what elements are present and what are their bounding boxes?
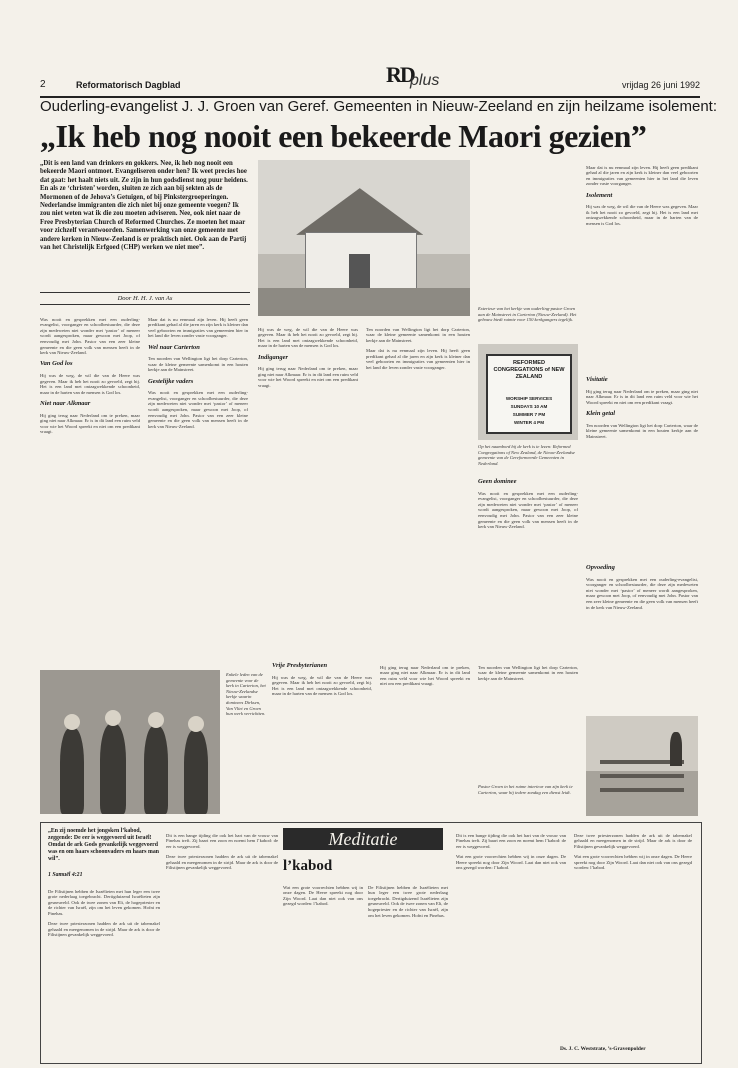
body-paragraph: Hij was de weg, de wil die van de Heere was gegeven. Maar ik heb het nooit zo gevoeld, zegt hij. Het is een land met ontzagwekkende schoonheid, maar in de harten van de mensen is God los.	[272, 674, 372, 697]
photo-caption-interior: Pastor Groen in het ruime interieur van zijn kerk te Carterton, waar hij iedere zondag een dienst leidt.	[478, 784, 573, 795]
subhead: Van God los	[40, 360, 73, 368]
meditatie-paragraph: Dit is een bange tijding die ook het hart van de vrouw van Pinehas treft. Zij baart een zoon en noemt hem l’kabod: de eer is weggevoerd.	[166, 832, 278, 849]
photo-person-head	[64, 714, 80, 730]
subhead: Geen dominee	[478, 478, 517, 485]
subhead: Gestelijke vaders	[148, 377, 194, 385]
article-byline: Door H. H. J. van As	[40, 292, 250, 305]
photo-ground	[258, 288, 470, 316]
article-headline: „Ik heb nog nooit een bekeerde Maori gezien”	[40, 118, 647, 154]
photo-person	[184, 730, 208, 814]
church-sign-photo	[478, 344, 578, 440]
body-column-7	[586, 374, 698, 560]
body-paragraph: Hij ging terug naar Nederland om te preken, maar ging niet naar Alkmaar. Er is in dit land een ruim veld voor wie het Woord spreekt en niet om een predikant vraagt.	[380, 664, 470, 687]
body-paragraph: Hij was de weg, de wil die van de Heere was gegeven. Maar ik heb het nooit zo gevoeld, zegt hij. Het is een land met ontzagwekkende schoonheid, maar in de harten van de mensen is God los.	[586, 204, 698, 226]
meditatie-quote: „En zij noemde het jongsken l’kabod, zeggende: De eer is weggevoerd uit Israël! Omdat de ark Gods gevankelijk weggevoerd was en om haars schoonvaders en haars man wil”.	[48, 828, 159, 862]
meditatie-column-4	[368, 880, 448, 1056]
meditatie-paragraph: De Filistijnen hebben de Israëlieten met hun leger een twee grote nederlaag toegebracht. Dertigduizend Israëlieten zijn gesneuveld. Ook de twee zonen van Eli, de hogepriester en de richter van Israël, zijn om het leven gekomen. Hofni en Pinehas.	[48, 888, 160, 916]
meditatie-column-6	[574, 828, 692, 1040]
body-paragraph: Ten noorden van Wellington ligt het dorp Carterton, waar de kleine gemeente samenkomt in een houten kerkje aan de Mainstreet.	[366, 326, 470, 343]
body-paragraph: Was nooit en gesprekken met een ouderling-evangelist, voorganger en schoolbestuurder, die deze zijn medeweten niet wonder met ‘pastor’ of meneer wordt aangesproken, maar gewoon met Joop, of eenvoudig met John. Pastor van een zeer kleine gemeente en die geen volk van mensen heeft in de kerk van Nieuw-Zeeland.	[586, 576, 698, 610]
church-exterior-photo	[258, 160, 470, 316]
meditatie-paragraph: Wat een grote voorrechten hebben wij in onze dagen. De Heere spreekt nog door Zijn Woord. Laat dan niet ook van ons gezegd worden: l’kabod.	[574, 853, 692, 871]
photo-person	[100, 724, 126, 814]
sign-line: SUNDAYS 10 AM	[510, 404, 548, 409]
body-column-8	[586, 562, 698, 712]
sign-line: WORSHIP SERVICES	[505, 396, 553, 401]
meditatie-reference: 1 Samuël 4:21	[48, 872, 83, 878]
body-column-6	[586, 160, 698, 370]
masthead	[40, 62, 700, 98]
subhead: Klein getal	[586, 409, 616, 417]
subhead: Niet naar Alkmaar	[40, 399, 91, 407]
subhead: Visitatie	[586, 376, 608, 383]
body-column-10	[380, 660, 470, 816]
photo-pew	[600, 788, 684, 792]
meditatie-paragraph: Dit is een bange tijding die ook het hart van de vrouw van Pinehas treft. Zij baart een zoon en noemt hem l’kabod: de eer is weggevoerd.	[456, 832, 566, 849]
paper-name: Reformatorisch Dagblad	[76, 80, 181, 90]
photo-caption-group: Enkele leden van de gemeente voor de kerk in Carterton, het Nieuw-Zeelandse kerkje waarin dominees Dirksen, Van Vliet en Groen hun werk verrichtten.	[226, 672, 266, 717]
photo-person	[670, 732, 682, 766]
sign-title: REFORMED CONGREGATIONS of NEW ZEALAND	[493, 360, 565, 380]
photo-caption-church: Exterieur van het kerkje van ouderling-pastor Groen aan de Mainstreet in Carterton (Nieuw-Zeeland). Het gebouw biedt ruimte voor 150 kerkgangers tegelijk.	[478, 306, 577, 323]
photo-person-head	[105, 710, 121, 726]
logo-text: RD	[386, 62, 414, 87]
body-paragraph: Maar dat is nu eenmaal zijn leven. Hij heeft geen predikant gehad al die jaren en zijn kerk is kleiner dan veel geboorten en immigraties van gemeenten hier in het land die leven zonder vaste voorganger.	[148, 316, 248, 339]
body-column-9	[272, 660, 372, 816]
article-lead: „Dit is een land van drinkers en gokkers. Nee, ik heb nog nooit een bekeerde Maori ontmoet. Evangeliseren onder hen? Ik weet precies hoe dat gaat: het haalt niets uit. Ze zijn in hun godsdienst nog puur heidens. En als ze ‘christen’ worden, sluiten ze zich aan bij sekten als de Mormonen of de Jehova’s Getuigen, of bij Pinkstergroeperingen. Nederlandse immigranten die zich niet bij onze gemeente voegen? Ik zou niet weten wat ik die zou moeten adviseren. Nee, ook niet naar de Free Presbyterian Church of Reformed Churches. Ze moeten het maar voor zichzelf verantwoorden. Samenwerking van onze gemeente met andere kerken in Nieuw-Zeeland is er praktisch niet. Ook aan de Partij van het Christelijk Erfgoed (CHP) werken we niet mee”.	[40, 160, 248, 252]
meditatie-title: Meditatie	[283, 828, 443, 850]
congregation-group-photo	[40, 670, 220, 814]
issue-date: vrijdag 26 juni 1992	[621, 80, 700, 90]
photo-person	[144, 726, 168, 814]
meditatie-column-5	[456, 828, 566, 1056]
body-paragraph: Was nooit en gesprekken met een ouderling-evangelist, voorganger en schoolbestuurder, die deze zijn medeweten niet wonder met ‘pastor’ of meneer wordt aangesproken, maar gewoon met Joop, of eenvoudig met John. Pastor van een zeer kleine gemeente en die geen volk van mensen heeft in de kerk van Nieuw-Zeeland.	[148, 390, 248, 429]
body-paragraph: Hij ging terug naar Nederland om te preken, maar ging niet naar Alkmaar. Er is in dit land een ruim veld voor wie het Woord spreekt en niet om een predikant vraagt.	[258, 366, 358, 388]
body-paragraph: Ten noorden van Wellington ligt het dorp Carterton, waar de kleine gemeente samenkomt in een houten kerkje aan de Mainstreet.	[478, 664, 578, 681]
meditatie-column-2	[166, 828, 278, 1056]
rd-plus-logo	[386, 62, 446, 92]
meditatie-paragraph: De Filistijnen hebben de Israëlieten met hun leger een twee grote nederlaag toegebracht. Dertigduizend Israëlieten zijn gesneuveld. Ook de twee zonen van Eli, de hogepriester en de richter van Israël, zijn om het leven gekomen. Hofni en Pinehas.	[368, 884, 448, 918]
sign-line: WINTER 4 PM	[513, 420, 545, 425]
body-paragraph: Hij ging terug naar Nederland om te preken, maar ging niet naar Alkmaar. Er is in dit land een ruim veld voor wie het Woord spreekt en niet om een predikant vraagt.	[586, 388, 698, 405]
body-paragraph: Was nooit en gesprekken met een ouderling-evangelist, voorganger en schoolbestuurder, die deze zijn medeweten niet wonder met ‘pastor’ of meneer wordt aangesproken, maar gewoon met Joop, of eenvoudig met John. Pastor van een zeer kleine gemeente en die geen volk van mensen heeft in de kerk van Nieuw-Zeeland.	[478, 490, 578, 530]
sign-line: SUMMER 7 PM	[512, 412, 546, 417]
subhead: Isolement	[586, 191, 613, 199]
church-sign	[486, 354, 572, 434]
body-paragraph: Was nooit en gesprekken met een ouderling-evangelist, voorganger en schoolbestuurder, die deze zijn medeweten niet wonder met ‘pastor’ of meneer wordt aangesproken, maar gewoon met Joop, of eenvoudig met John. Pastor van een zeer kleine gemeente en die geen volk van mensen heeft in de kerk van Nieuw-Zeeland.	[40, 316, 140, 356]
meditatie-headline: l’kabod	[283, 858, 333, 874]
subhead: Indiganger	[258, 353, 288, 361]
meditatie-signoff: Ds. J. C. Weststrate, ’s-Gravenpolder	[560, 1046, 646, 1052]
body-paragraph: Hij was de weg, de wil die van de Heere was gegeven. Maar ik heb het nooit zo gevoeld, zegt hij. Het is een land met ontzagwekkende schoonheid, maar in de harten van de mensen is God los.	[40, 372, 140, 395]
photo-person-head	[188, 716, 204, 732]
body-paragraph: Maar dat is nu eenmaal zijn leven. Hij heeft geen predikant gehad al die jaren en zijn kerk is kleiner dan veel geboorten en immigraties van gemeenten hier in het land die leven zonder vaste voorganger.	[586, 164, 698, 187]
subhead: Vrije Presbyterianen	[272, 662, 328, 669]
meditatie-column-3	[283, 880, 363, 1056]
meditatie-paragraph: Deze twee priesterzonen hadden de ark uit de tabernakel gehaald en meegenomen in de strijd. Maar de ark is door de Filistijnen gevankelijk weggevoerd.	[574, 832, 692, 849]
photo-caption-sign: Op het naambord bij de kerk is te lezen: Reformed Congregations of New Zealand, de Nieuw-Zeelandse gemeente van de Gereformeerde Gemeenten in Nederland.	[478, 444, 576, 466]
logo-suffix: plus	[410, 72, 440, 89]
body-column-5	[478, 476, 578, 652]
page-number: 2	[40, 79, 46, 90]
body-paragraph: Ten noorden van Wellington ligt het dorp Carterton, waar de kleine gemeente samenkomt in een houten kerkje aan de Mainstreet.	[586, 422, 698, 439]
body-column-11	[478, 660, 578, 780]
meditatie-paragraph: Deze twee priesterzonen hadden de ark uit de tabernakel gehaald en meegenomen in de strijd. Maar de ark is door de Filistijnen gevankelijk weggevoerd.	[48, 921, 160, 938]
meditatie-paragraph: Wat een grote voorrechten hebben wij in onze dagen. De Heere spreekt nog door Zijn Woord. Laat dan niet ook van ons gezegd worden: l’kabod.	[456, 853, 566, 871]
meditatie-column-1	[48, 884, 160, 1056]
article-kicker: Ouderling-evangelist J. J. Groen van Geref. Gemeenten in Nieuw-Zeeland en zijn heilzame isolement:	[40, 98, 718, 115]
meditatie-paragraph: Deze twee priesterzonen hadden de ark uit de tabernakel gehaald en meegenomen in de strijd. Maar de ark is door de Filistijnen gevankelijk weggevoerd.	[166, 853, 278, 871]
body-paragraph: Maar dat is nu eenmaal zijn leven. Hij heeft geen predikant gehad al die jaren en zijn kerk is kleiner dan veel geboorten en immigraties van gemeenten hier in het land die leven zonder vaste voorganger.	[366, 347, 470, 370]
body-column-4	[366, 322, 470, 652]
subhead: Opvoeding	[586, 564, 615, 571]
body-paragraph: Hij was de weg, de wil die van de Heere was gegeven. Maar ik heb het nooit zo gevoeld, zegt hij. Het is een land met ontzagwekkende schoonheid, maar in de harten van de mensen is God los.	[258, 326, 358, 349]
photo-person	[60, 728, 84, 814]
photo-pew	[600, 774, 684, 778]
body-column-3	[258, 322, 358, 652]
subhead: Wel naar Carterton	[148, 343, 200, 351]
photo-person-head	[148, 712, 164, 728]
body-paragraph: Ten noorden van Wellington ligt het dorp Carterton, waar de kleine gemeente samenkomt in een houten kerkje aan de Mainstreet.	[148, 356, 248, 373]
meditatie-paragraph: Wat een grote voorrechten hebben wij in onze dagen. De Heere spreekt nog door Zijn Woord. Laat dan niet ook van ons gezegd worden: l’kabod.	[283, 884, 363, 907]
church-interior-photo	[586, 716, 698, 816]
body-paragraph: Hij ging terug naar Nederland om te preken, maar ging niet naar Alkmaar. Er is in dit land een ruim veld voor wie het Woord spreekt en niet om een predikant vraagt.	[40, 412, 140, 435]
photo-church-door	[349, 254, 370, 288]
